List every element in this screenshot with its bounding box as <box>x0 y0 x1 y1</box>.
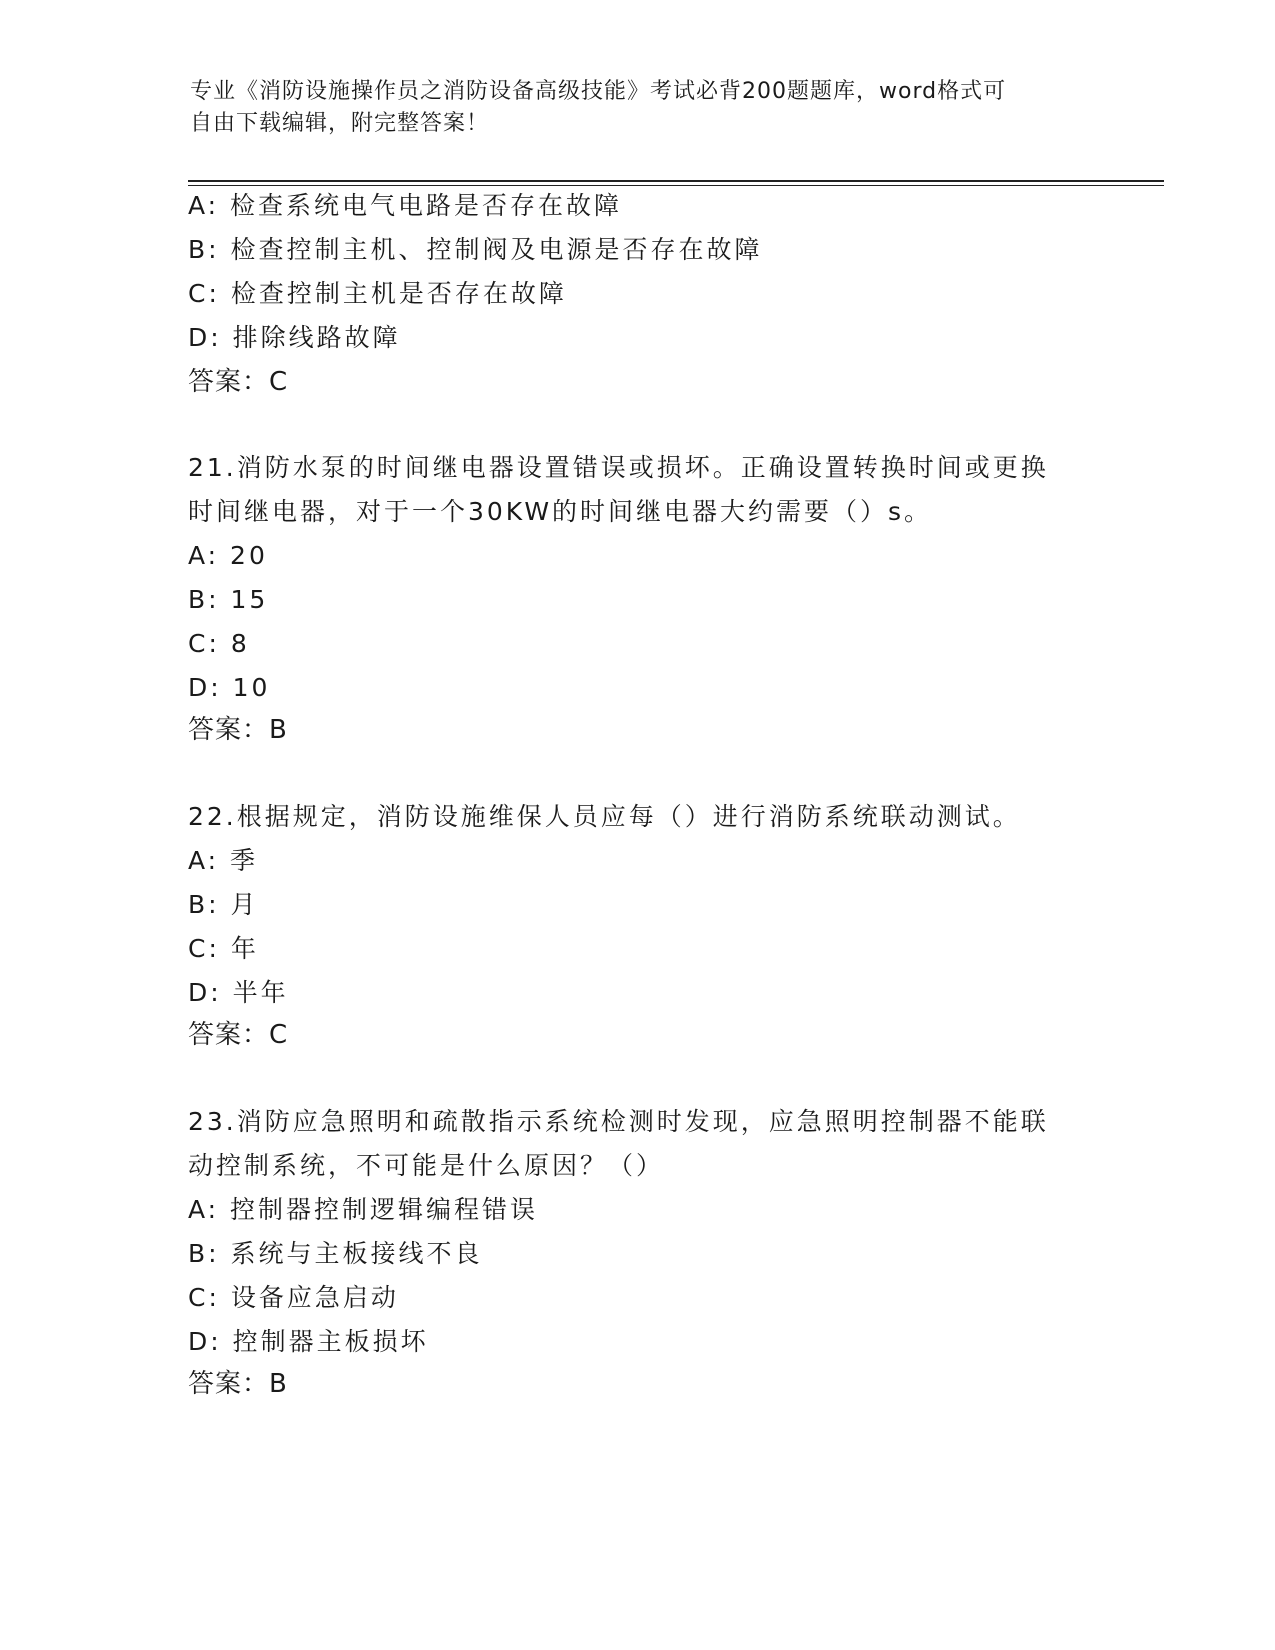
question-stem-line-2: 动控制系统，不可能是什么原因？（） <box>188 1151 665 1180</box>
question-stem-line-2: 时间继电器，对于一个30KW的时间继电器大约需要（）s。 <box>188 497 933 526</box>
option-d: D: 半年 <box>188 978 289 1007</box>
answer: 答案：B <box>188 1369 288 1399</box>
answer: 答案：C <box>188 367 289 397</box>
option-d: D: 10 <box>188 673 271 702</box>
option-a: A: 季 <box>188 846 259 875</box>
option-c: C: 年 <box>188 934 259 963</box>
question-stem-line-1: 22.根据规定，消防设施维保人员应每（）进行消防系统联动测试。 <box>188 802 1021 831</box>
answer: 答案：C <box>188 1020 289 1050</box>
option-a: A: 检查系统电气电路是否存在故障 <box>188 191 623 220</box>
option-a: A: 控制器控制逻辑编程错误 <box>188 1195 539 1224</box>
header-line-1: 专业《消防设施操作员之消防设备高级技能》考试必背200题题库，word格式可 <box>190 79 1007 104</box>
option-d: D: 排除线路故障 <box>188 323 401 352</box>
option-c: C: 设备应急启动 <box>188 1283 399 1312</box>
option-b: B: 15 <box>188 585 269 614</box>
document-header <box>190 76 1090 140</box>
option-b: B: 系统与主板接线不良 <box>188 1239 483 1268</box>
option-c: C: 检查控制主机是否存在故障 <box>188 279 567 308</box>
header-rule-thin <box>188 185 1164 186</box>
header-rule-thick <box>188 180 1164 182</box>
header-line-2: 自由下载编辑，附完整答案！ <box>190 111 490 136</box>
option-c: C: 8 <box>188 629 250 658</box>
option-b: B: 月 <box>188 890 259 919</box>
question-stem-line-1: 23.消防应急照明和疏散指示系统检测时发现，应急照明控制器不能联 <box>188 1107 1049 1136</box>
option-d: D: 控制器主板损坏 <box>188 1327 429 1356</box>
option-a: A: 20 <box>188 541 268 570</box>
answer: 答案：B <box>188 715 288 745</box>
question-stem-line-1: 21.消防水泵的时间继电器设置错误或损坏。正确设置转换时间或更换 <box>188 453 1049 482</box>
option-b: B: 检查控制主机、控制阀及电源是否存在故障 <box>188 235 763 264</box>
